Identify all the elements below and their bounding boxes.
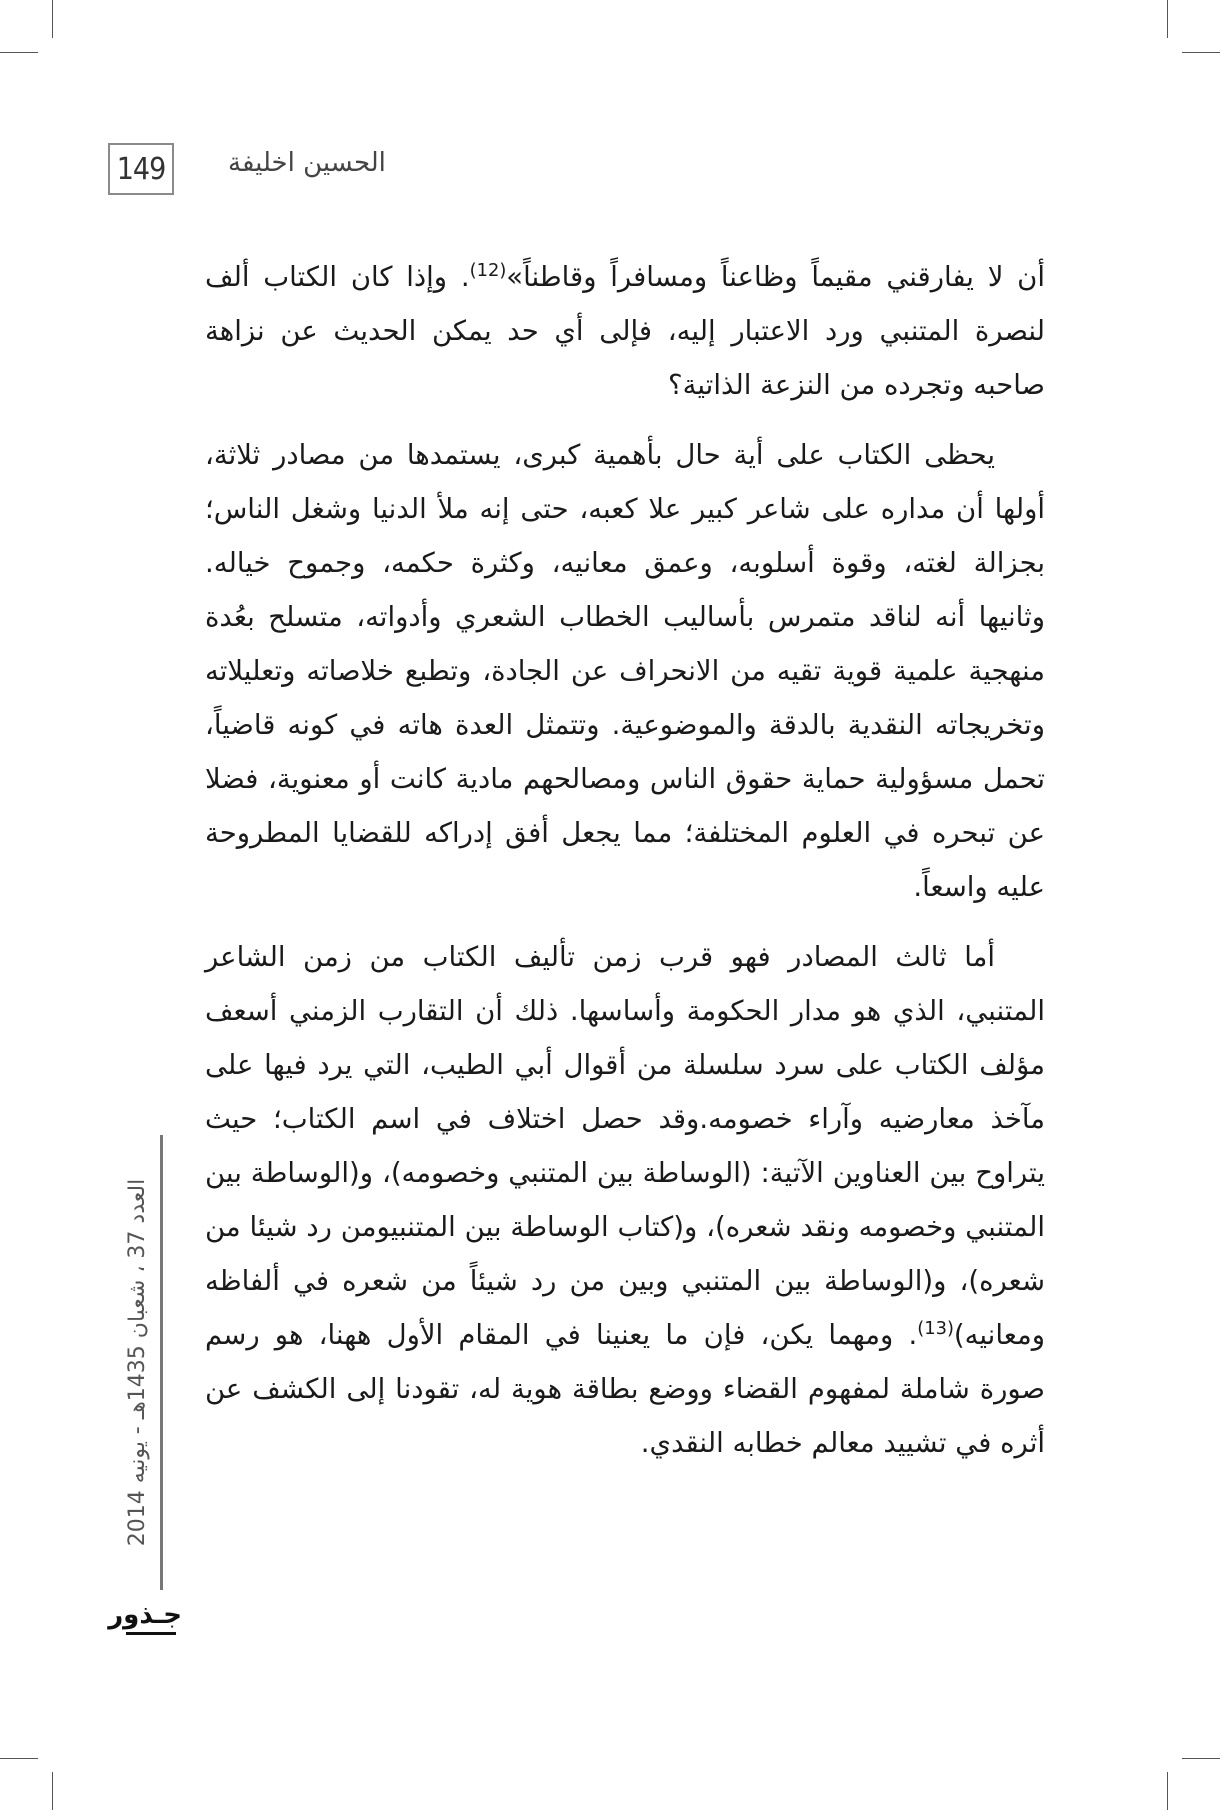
running-header-author: الحسين اخليفة: [228, 148, 386, 178]
paragraph-3-text-a: أما ثالث المصادر فهو قرب زمن تأليف الكتاب من زمن الشاعر المتنبي، الذي هو مدار الحكومة وأساسها. ذلك أن التقارب الزمني أسعف مؤلف الكتاب على سرد سلسلة من أقوال أبي الطيب، التي يرد فيها على مآخذ معارضيه وآراء خصومه.وقد حصل اختلاف في اسم الكتاب؛ حيث يتراوح بين العناوين الآتية: (الوساطة بين المتنبي وخصومه)، و(الوساطة بين المتنبي وخصومه ونقد شعره)، و(كتاب الوساطة بين المتنبيومن رد شيئا من شعره)، و(الوساطة بين المتنبي وبين من رد شيئاً من شعره في ألفاظه ومعانيه): [205, 941, 1045, 1351]
issue-info-strip: [118, 1135, 158, 1590]
crop-mark-bottom-left-v: [52, 1772, 53, 1810]
crop-mark-top-left: [0, 52, 38, 53]
crop-mark-top-right-v: [1167, 0, 1168, 38]
footnote-ref-13: (13): [917, 1317, 954, 1339]
footnote-ref-12: (12): [469, 259, 507, 281]
journal-logo: جـذور: [108, 1600, 182, 1630]
paragraph-3: [205, 930, 1045, 1470]
crop-mark-top-left-v: [52, 0, 53, 38]
crop-mark-bottom-right: [1182, 1758, 1220, 1759]
journal-logo-underline: [126, 1632, 176, 1635]
article-body: [205, 250, 1045, 1486]
paragraph-1: [205, 250, 1045, 412]
crop-mark-top-right: [1182, 52, 1220, 53]
side-divider: [160, 1135, 163, 1590]
paragraph-1-text-a: أن لا يفارقني مقيماً وظاعناً ومسافراً وقاطناً»: [506, 261, 1045, 293]
paragraph-1-text-b: . وإذا كان الكتاب ألف لنصرة المتنبي ورد الاعتبار إليه، فإلى أي حد يمكن الحديث عن نزاهة صاحبه وتجرده من النزعة الذاتية؟: [205, 261, 1045, 401]
crop-mark-bottom-right-v: [1167, 1772, 1168, 1810]
paragraph-2: يحظى الكتاب على أية حال بأهمية كبرى، يستمدها من مصادر ثلاثة، أولها أن مداره على شاعر كبير علا كعبه، حتى إنه ملأ الدنيا وشغل الناس؛ بجزالة لغته، وقوة أسلوبه، وعمق معانيه، وكثرة حكمه، وجموح خياله. وثانيها أنه لناقد متمرس بأساليب الخطاب الشعري وأدواته، متسلح بعُدة منهجية علمية قوية تقيه من الانحراف عن الجادة، وتطبع خلاصاته وتعليلاته وتخريجاته النقدية بالدقة والموضوعية. وتتمثل العدة هاته في كونه قاضياً، تحمل مسؤولية حماية حقوق الناس ومصالحهم مادية كانت أو معنوية، فضلا عن تبحره في العلوم المختلفة؛ مما يجعل أفق إدراكه للقضايا المطروحة عليه واسعاً.: [205, 439, 1045, 903]
paragraph-3-text-b: . ومهما يكن، فإن ما يعنينا في المقام الأول ههنا، هو رسم صورة شاملة لمفهوم القضاء ووضع بطاقة هوية له، تقودنا إلى الكشف عن أثره في تشييد معالم خطابه النقدي.: [205, 1319, 1045, 1459]
issue-info: العدد 37 ، شعبان 1435هـ - يونيه 2014: [125, 1178, 150, 1547]
page-number: 149: [108, 143, 174, 195]
crop-mark-bottom-left: [0, 1758, 38, 1759]
